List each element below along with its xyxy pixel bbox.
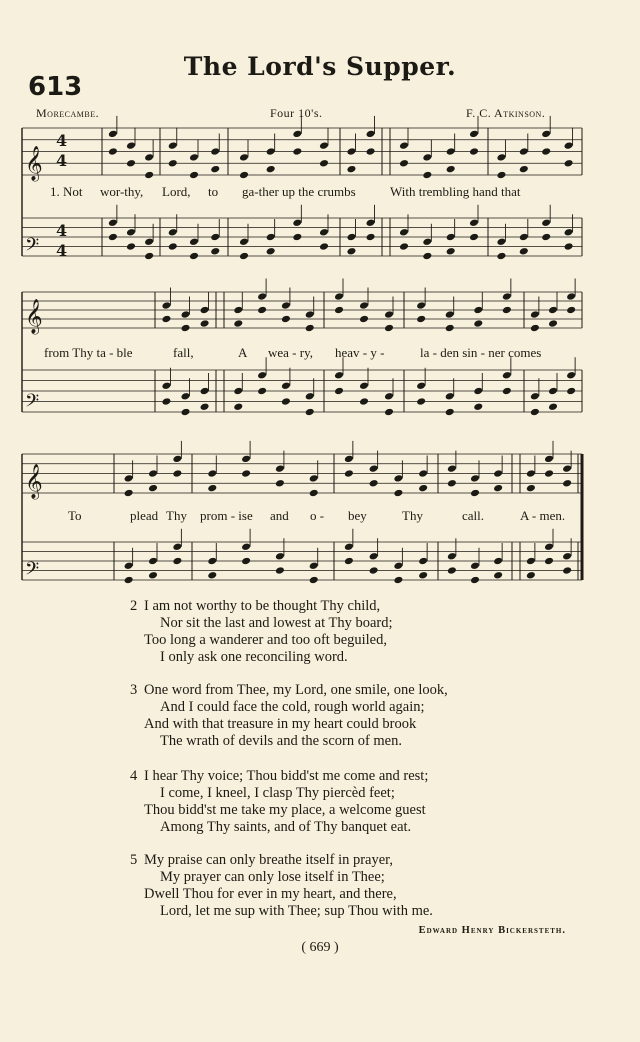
stanza-line: And with that treasure in my heart could brook xyxy=(144,716,417,732)
note-head xyxy=(124,489,134,498)
note-head xyxy=(241,469,251,478)
note-head xyxy=(473,387,483,396)
stanza-line: One word from Thee, my Lord, one smile, one look, xyxy=(144,682,448,698)
treble-clef: 𝄞 xyxy=(25,299,43,334)
note-head xyxy=(257,387,267,396)
note-head xyxy=(369,566,379,575)
hymn-number: 613 xyxy=(28,72,83,102)
note-head xyxy=(144,237,154,246)
time-signature: 4 xyxy=(56,221,68,240)
note-head xyxy=(344,455,354,464)
note-head xyxy=(470,489,480,498)
author-credit: Edward Henry Bickersteth. xyxy=(418,925,566,936)
note-head xyxy=(473,319,483,328)
note-head xyxy=(473,306,483,315)
note-head xyxy=(266,247,276,256)
lyric-word: to xyxy=(208,184,219,199)
note-head xyxy=(346,233,356,242)
note-head xyxy=(393,561,403,570)
note-head xyxy=(181,324,191,333)
note-head xyxy=(566,292,576,301)
note-head xyxy=(519,247,529,256)
note-head xyxy=(548,402,558,411)
note-head xyxy=(309,489,319,498)
note-head xyxy=(281,381,291,390)
lyric-word: A xyxy=(238,345,248,360)
note-head xyxy=(469,218,479,227)
note-head xyxy=(239,171,249,180)
hymn-title: The Lord's Supper. xyxy=(183,52,457,81)
note-head xyxy=(496,153,506,162)
note-head xyxy=(126,228,136,237)
note-head xyxy=(496,171,506,180)
note-head xyxy=(366,233,376,242)
note-head xyxy=(346,165,356,174)
note-head xyxy=(384,324,394,333)
note-head xyxy=(447,552,457,561)
note-head xyxy=(200,387,210,396)
lyric-word: heav - y - xyxy=(335,345,385,360)
note-head xyxy=(233,387,243,396)
note-head xyxy=(189,171,199,180)
note-head xyxy=(309,576,319,585)
note-head xyxy=(469,233,479,242)
note-head xyxy=(399,228,409,237)
note-head xyxy=(292,130,302,139)
note-head xyxy=(416,397,426,406)
note-head xyxy=(399,242,409,251)
note-head xyxy=(108,130,118,139)
note-head xyxy=(422,252,432,261)
note-head xyxy=(359,397,369,406)
note-head xyxy=(548,306,558,315)
note-head xyxy=(530,392,540,401)
time-signature: 4 xyxy=(56,151,68,170)
note-head xyxy=(126,159,136,168)
note-head xyxy=(161,301,171,310)
note-head xyxy=(393,474,403,483)
note-head xyxy=(207,484,217,493)
note-head xyxy=(241,455,251,464)
bass-clef: 𝄢 xyxy=(25,559,40,584)
note-head xyxy=(470,576,480,585)
note-head xyxy=(502,387,512,396)
note-head xyxy=(384,310,394,319)
lyric-word: fall, xyxy=(173,345,194,360)
note-head xyxy=(168,242,178,251)
note-head xyxy=(548,387,558,396)
note-head xyxy=(519,233,529,242)
note-head xyxy=(239,252,249,261)
note-head xyxy=(108,233,118,242)
stanza-number: 3 xyxy=(130,682,138,698)
note-head xyxy=(281,397,291,406)
time-signature: 4 xyxy=(56,131,68,150)
note-head xyxy=(210,233,220,242)
note-head xyxy=(564,228,574,237)
lyric-word: To xyxy=(68,508,82,523)
note-head xyxy=(200,319,210,328)
note-head xyxy=(126,242,136,251)
stanza-line: Too long a wanderer and too oft beguiled, xyxy=(144,632,387,648)
note-head xyxy=(469,130,479,139)
note-head xyxy=(416,381,426,390)
stanza-line: Nor sit the last and lowest at Thy board; xyxy=(160,615,393,631)
note-head xyxy=(416,301,426,310)
bass-clef: 𝄢 xyxy=(25,391,40,416)
note-head xyxy=(445,408,455,417)
note-head xyxy=(564,159,574,168)
treble-clef: 𝄞 xyxy=(25,464,43,499)
lyric-word: wea - ry, xyxy=(268,345,313,360)
note-head xyxy=(257,371,267,380)
note-head xyxy=(207,469,217,478)
note-head xyxy=(144,171,154,180)
note-head xyxy=(422,171,432,180)
note-head xyxy=(519,165,529,174)
note-head xyxy=(200,402,210,411)
note-head xyxy=(189,153,199,162)
note-head xyxy=(168,228,178,237)
note-head xyxy=(447,566,457,575)
note-head xyxy=(241,557,251,566)
note-head xyxy=(502,371,512,380)
note-head xyxy=(541,218,551,227)
note-head xyxy=(257,306,267,315)
note-head xyxy=(562,479,572,488)
note-head xyxy=(496,252,506,261)
note-head xyxy=(541,233,551,242)
note-head xyxy=(319,242,329,251)
note-head xyxy=(493,571,503,580)
note-head xyxy=(562,552,572,561)
note-head xyxy=(470,474,480,483)
note-head xyxy=(334,292,344,301)
note-head xyxy=(548,319,558,328)
note-head xyxy=(384,392,394,401)
lyric-word: la - den sin - ner comes xyxy=(420,345,542,360)
note-head xyxy=(418,484,428,493)
note-head xyxy=(266,233,276,242)
note-head xyxy=(422,237,432,246)
note-head xyxy=(566,371,576,380)
lyric-word: With trembling hand that xyxy=(390,184,521,199)
note-head xyxy=(359,381,369,390)
note-head xyxy=(275,464,285,473)
note-head xyxy=(172,557,182,566)
note-head xyxy=(124,576,134,585)
note-head xyxy=(399,159,409,168)
note-head xyxy=(161,315,171,324)
note-head xyxy=(566,387,576,396)
note-head xyxy=(200,306,210,315)
note-head xyxy=(233,319,243,328)
bass-clef: 𝄢 xyxy=(25,235,40,260)
note-head xyxy=(292,147,302,156)
note-head xyxy=(369,479,379,488)
note-head xyxy=(422,153,432,162)
tune-name: Morecambe. xyxy=(36,106,100,120)
note-head xyxy=(319,141,329,150)
note-head xyxy=(148,469,158,478)
note-head xyxy=(541,147,551,156)
note-head xyxy=(210,147,220,156)
stanza-number: 4 xyxy=(130,768,138,784)
note-head xyxy=(189,252,199,261)
note-head xyxy=(530,324,540,333)
note-head xyxy=(266,147,276,156)
note-head xyxy=(344,542,354,551)
composer-name: F. C. Atkinson. xyxy=(466,106,546,120)
lyric-word: 1. Not xyxy=(50,184,83,199)
note-head xyxy=(493,469,503,478)
note-head xyxy=(344,557,354,566)
note-head xyxy=(393,576,403,585)
note-head xyxy=(319,159,329,168)
note-head xyxy=(562,566,572,575)
note-head xyxy=(346,247,356,256)
note-head xyxy=(266,165,276,174)
note-head xyxy=(281,301,291,310)
page-number: ( 669 ) xyxy=(301,940,339,955)
note-head xyxy=(445,324,455,333)
note-head xyxy=(447,464,457,473)
stanza-line: Lord, let me sup with Thee; sup Thou with me. xyxy=(160,903,433,919)
lyric-word: bey xyxy=(348,508,367,523)
note-head xyxy=(544,455,554,464)
lyric-word: o - xyxy=(310,508,325,523)
note-head xyxy=(309,561,319,570)
note-head xyxy=(172,469,182,478)
note-head xyxy=(124,561,134,570)
note-head xyxy=(564,141,574,150)
note-head xyxy=(148,484,158,493)
metre: Four 10's. xyxy=(270,106,323,120)
note-head xyxy=(446,147,456,156)
lyric-word: plead xyxy=(130,508,159,523)
note-head xyxy=(369,552,379,561)
note-head xyxy=(144,153,154,162)
stanza-line: And I could face the cold, rough world again; xyxy=(160,699,425,715)
note-head xyxy=(275,552,285,561)
note-head xyxy=(148,557,158,566)
stanza-line: I only ask one reconciling word. xyxy=(160,649,348,665)
lyric-word: wor-thy, xyxy=(100,184,144,199)
note-head xyxy=(275,566,285,575)
note-head xyxy=(530,408,540,417)
note-head xyxy=(305,392,315,401)
note-head xyxy=(168,159,178,168)
note-head xyxy=(526,484,536,493)
note-head xyxy=(544,469,554,478)
note-head xyxy=(281,315,291,324)
note-head xyxy=(446,165,456,174)
note-head xyxy=(530,310,540,319)
note-head xyxy=(305,408,315,417)
note-head xyxy=(124,474,134,483)
note-head xyxy=(181,408,191,417)
stanza-line: My prayer can only lose itself in Thee; xyxy=(160,869,385,885)
note-head xyxy=(172,455,182,464)
lyric-word: prom - ise xyxy=(200,508,253,523)
note-head xyxy=(445,310,455,319)
note-head xyxy=(334,387,344,396)
note-head xyxy=(526,571,536,580)
note-head xyxy=(393,489,403,498)
note-head xyxy=(496,237,506,246)
note-head xyxy=(257,292,267,301)
note-head xyxy=(207,571,217,580)
stanza-line: My praise can only breathe itself in prayer, xyxy=(144,852,394,868)
stanza-number: 2 xyxy=(130,598,138,614)
note-head xyxy=(566,306,576,315)
note-head xyxy=(126,141,136,150)
lyric-word: Lord, xyxy=(162,184,191,199)
note-head xyxy=(562,464,572,473)
note-head xyxy=(239,153,249,162)
note-head xyxy=(168,141,178,150)
lyric-word: Thy xyxy=(166,508,187,523)
note-head xyxy=(241,542,251,551)
note-head xyxy=(233,402,243,411)
lyric-word: call. xyxy=(462,508,485,523)
lyric-word: A - men. xyxy=(520,508,566,523)
note-head xyxy=(309,474,319,483)
note-head xyxy=(172,542,182,551)
note-head xyxy=(366,130,376,139)
lyric-word: Thy xyxy=(402,508,423,523)
note-head xyxy=(418,557,428,566)
lyric-word: from Thy ta - ble xyxy=(44,345,133,360)
note-head xyxy=(181,310,191,319)
note-head xyxy=(445,392,455,401)
time-signature: 4 xyxy=(56,241,68,260)
note-head xyxy=(210,165,220,174)
note-head xyxy=(416,315,426,324)
stanza-line: Among Thy saints, and of Thy banquet eat. xyxy=(160,819,412,835)
note-head xyxy=(366,218,376,227)
note-head xyxy=(469,147,479,156)
note-head xyxy=(334,371,344,380)
note-head xyxy=(292,233,302,242)
note-head xyxy=(473,402,483,411)
note-head xyxy=(181,392,191,401)
note-head xyxy=(108,218,118,227)
note-head xyxy=(292,218,302,227)
note-head xyxy=(526,469,536,478)
note-head xyxy=(207,557,217,566)
lyric-word: ga-ther up the crumbs xyxy=(242,184,356,199)
note-head xyxy=(366,147,376,156)
note-head xyxy=(502,292,512,301)
note-head xyxy=(493,484,503,493)
note-head xyxy=(519,147,529,156)
note-head xyxy=(541,130,551,139)
note-head xyxy=(275,479,285,488)
note-head xyxy=(502,306,512,315)
note-head xyxy=(346,147,356,156)
note-head xyxy=(470,561,480,570)
note-head xyxy=(334,306,344,315)
stanza-line: I hear Thy voice; Thou bidd'st me come and rest; xyxy=(144,768,429,784)
note-head xyxy=(369,464,379,473)
lyric-word: and xyxy=(270,508,289,523)
note-head xyxy=(493,557,503,566)
note-head xyxy=(108,147,118,156)
treble-clef: 𝄞 xyxy=(25,146,43,181)
note-head xyxy=(344,469,354,478)
note-head xyxy=(359,301,369,310)
note-head xyxy=(418,571,428,580)
note-head xyxy=(359,315,369,324)
stanza-line: The wrath of devils and the scorn of men. xyxy=(160,733,402,749)
stanza-line: Dwell Thou for ever in my heart, and there, xyxy=(144,886,397,902)
note-head xyxy=(384,408,394,417)
note-head xyxy=(399,141,409,150)
note-head xyxy=(239,237,249,246)
note-head xyxy=(564,242,574,251)
note-head xyxy=(446,233,456,242)
stanza-line: I am not worthy to be thought Thy child, xyxy=(144,598,381,614)
stanza-number: 5 xyxy=(130,852,138,868)
note-head xyxy=(544,557,554,566)
stanza-line: Thou bidd'st me take my place, a welcome guest xyxy=(144,802,426,818)
note-head xyxy=(544,542,554,551)
note-head xyxy=(233,306,243,315)
note-head xyxy=(144,252,154,261)
note-head xyxy=(189,237,199,246)
stanza-line: I come, I kneel, I clasp Thy piercèd feet; xyxy=(160,785,395,801)
note-head xyxy=(319,228,329,237)
note-head xyxy=(446,247,456,256)
note-head xyxy=(526,557,536,566)
note-head xyxy=(210,247,220,256)
note-head xyxy=(447,479,457,488)
note-head xyxy=(148,571,158,580)
note-head xyxy=(305,324,315,333)
note-head xyxy=(305,310,315,319)
note-head xyxy=(161,397,171,406)
note-head xyxy=(418,469,428,478)
note-head xyxy=(161,381,171,390)
